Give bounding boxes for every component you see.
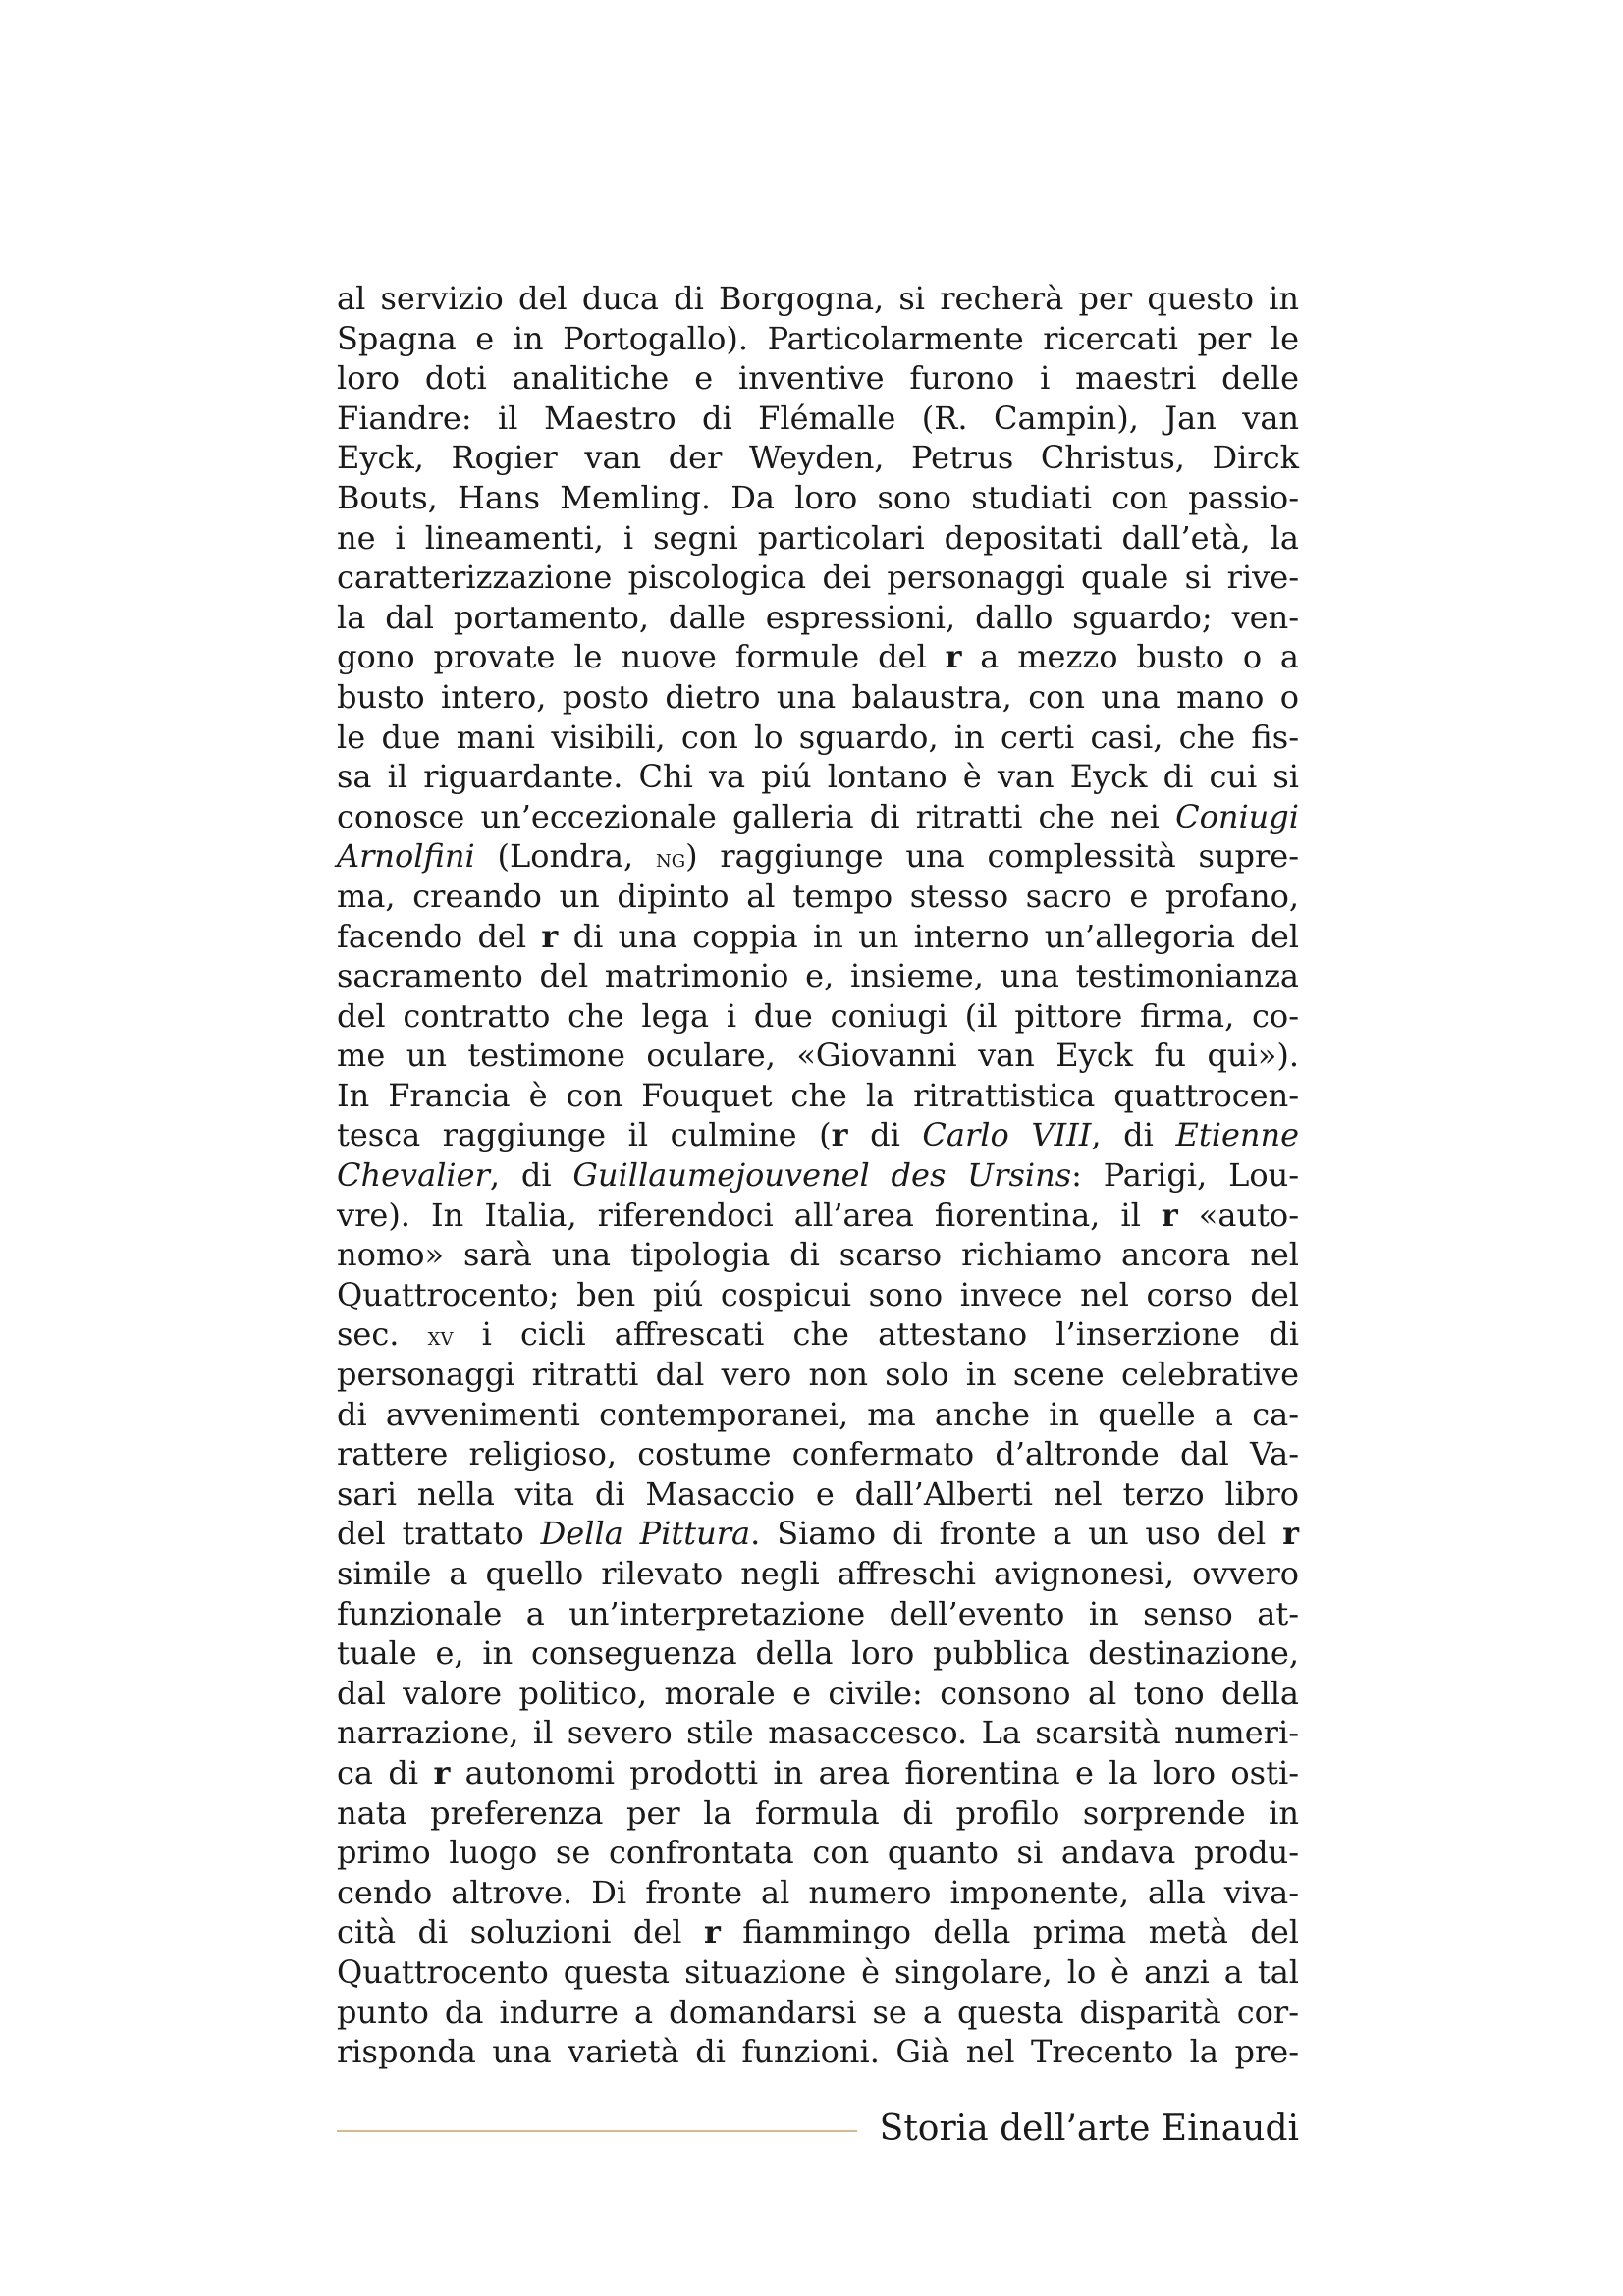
text-line — [337, 1155, 1299, 1196]
text-line — [337, 1833, 1299, 1873]
text-line — [337, 598, 1299, 638]
text-segment: rattere religioso, costume confermato d’altronde dal Va- — [337, 1435, 1299, 1473]
text-line — [337, 956, 1299, 996]
footer-rule — [337, 2130, 857, 2132]
text-segment: Bouts, Hans Memling. Da loro sono studiati con passio- — [337, 478, 1299, 516]
text-segment: del trattato — [337, 1515, 541, 1553]
text-segment: (Londra, — [474, 837, 656, 876]
text-segment: gono provate le nuove formule del — [337, 638, 946, 676]
text-line — [337, 2032, 1299, 2072]
text-line — [337, 1115, 1299, 1155]
text-line — [337, 1514, 1299, 1554]
text-line — [337, 1873, 1299, 1913]
text-segment: «auto- — [1177, 1196, 1299, 1234]
text-segment: ca di — [337, 1753, 434, 1791]
smallcaps-abbrev: xv — [427, 1322, 454, 1353]
text-segment: tesca raggiunge il culmine ( — [337, 1116, 832, 1154]
bold-abbrev: r — [1282, 1515, 1300, 1553]
text-segment: narrazione, il severo stile masaccesco. La scarsità numeri- — [337, 1714, 1299, 1752]
bold-abbrev: r — [831, 1116, 848, 1154]
text-line — [337, 478, 1299, 518]
body-text — [337, 279, 1299, 2072]
text-segment: Spagna e in Portogallo). Particolarmente ricercati per le — [337, 319, 1299, 357]
text-segment: , di — [489, 1156, 573, 1195]
bold-abbrev: r — [945, 638, 962, 676]
text-segment: caratterizzazione piscologica dei personaggi quale si rive- — [337, 559, 1299, 597]
text-line — [337, 1355, 1299, 1395]
page-footer — [337, 2105, 1299, 2154]
text-segment: facendo del — [337, 917, 542, 955]
text-segment: del contratto che lega i due coniugi (il pittore firma, co- — [337, 996, 1299, 1035]
text-segment: autonomi prodotti in area fiorentina e la loro osti- — [450, 1753, 1300, 1791]
text-line — [337, 518, 1299, 559]
italic-title: Della Pittura — [540, 1515, 751, 1553]
text-segment: simile a quello rilevato negli affreschi avignonesi, ovvero — [337, 1555, 1299, 1592]
text-segment: . Siamo di fronte a un uso del — [750, 1515, 1283, 1553]
text-line — [337, 1633, 1299, 1674]
text-line — [337, 279, 1299, 319]
text-segment: di — [847, 1116, 923, 1154]
text-line — [337, 1474, 1299, 1515]
text-line — [337, 877, 1299, 917]
text-segment: ma, creando un dipinto al tempo stesso sacro e profano, — [337, 877, 1299, 915]
text-segment: Fiandre: il Maestro di Flémalle (R. Campin), Jan van — [337, 399, 1299, 437]
text-segment: funzionale a un’interpretazione dell’evento in senso at- — [337, 1594, 1299, 1632]
text-line — [337, 1235, 1299, 1275]
text-line — [337, 718, 1299, 758]
text-line — [337, 996, 1299, 1037]
text-segment: ne i lineamenti, i segni particolari depositati dall’età, la — [337, 518, 1299, 557]
text-line — [337, 1314, 1299, 1355]
footer-title: Storia dell’arte Einaudi — [879, 2109, 1299, 2149]
italic-title: Coniugi — [1175, 797, 1299, 835]
text-segment: tuale e, in conseguenza della loro pubblica destinazione, — [337, 1634, 1299, 1673]
text-line — [337, 1912, 1299, 1952]
text-segment: cendo altrove. Di fronte al numero imponente, alla viva- — [337, 1873, 1299, 1911]
text-line — [337, 358, 1299, 399]
text-line — [337, 1076, 1299, 1116]
text-line — [337, 1674, 1299, 1714]
text-segment: , di — [1091, 1116, 1176, 1154]
italic-title: Carlo VIII — [922, 1116, 1092, 1154]
text-segment: In Francia è con Fouquet che la ritrattistica quattrocen- — [337, 1076, 1299, 1114]
text-segment: punto da indurre a domandarsi se a questa disparità cor- — [337, 1993, 1299, 2031]
text-line — [337, 558, 1299, 598]
text-line — [337, 917, 1299, 957]
text-segment: la dal portamento, dalle espressioni, dallo sguardo; ven- — [337, 598, 1299, 636]
text-segment: sari nella vita di Masaccio e dall’Alberti nel terzo libro — [337, 1474, 1299, 1513]
italic-title: Etienne — [1175, 1116, 1300, 1154]
bold-abbrev: r — [541, 917, 559, 955]
text-line — [337, 637, 1299, 677]
text-line — [337, 1395, 1299, 1435]
text-line — [337, 438, 1299, 478]
text-segment: fiammingo della prima metà del — [720, 1913, 1300, 1951]
text-line — [337, 1793, 1299, 1834]
text-segment: me un testimone oculare, «Giovanni van Eyck fu qui»). — [337, 1037, 1299, 1075]
text-line — [337, 399, 1299, 439]
text-segment: : Parigi, Lou- — [1071, 1156, 1300, 1195]
text-line — [337, 757, 1299, 797]
text-line — [337, 1993, 1299, 2033]
bold-abbrev: r — [1161, 1196, 1178, 1234]
italic-title: Chevalier — [337, 1156, 490, 1195]
text-segment: primo luogo se confrontata con quanto si andava produ- — [337, 1834, 1299, 1872]
text-segment: Quattrocento; ben piú cospicui sono invece nel corso del — [337, 1275, 1299, 1313]
bold-abbrev: r — [703, 1913, 721, 1951]
text-line — [337, 1594, 1299, 1634]
bold-abbrev: r — [433, 1753, 451, 1791]
text-segment: al servizio del duca di Borgogna, si recherà per questo in — [337, 280, 1299, 317]
text-segment: risponda una varietà di funzioni. Già nel Trecento la pre- — [337, 2033, 1299, 2071]
text-line — [337, 797, 1299, 837]
text-segment: nata preferenza per la formula di profilo sorprende in — [337, 1793, 1299, 1832]
text-segment: i cicli affrescati che attestano l’inserzione di — [453, 1315, 1300, 1354]
smallcaps-abbrev: ng — [655, 844, 686, 875]
text-line — [337, 1554, 1299, 1594]
text-segment: conosce un’eccezionale galleria di ritratti che nei — [337, 797, 1176, 835]
text-line — [337, 836, 1299, 877]
text-segment: Quattrocento questa situazione è singolare, lo è anzi a tal — [337, 1952, 1299, 1991]
text-segment: di avvenimenti contemporanei, ma anche in quelle a ca- — [337, 1395, 1299, 1433]
text-segment: ) raggiunge una complessità supre- — [685, 837, 1300, 876]
text-line — [337, 1434, 1299, 1474]
text-segment: Eyck, Rogier van der Weyden, Petrus Christus, Dirck — [337, 439, 1299, 477]
text-line — [337, 1036, 1299, 1076]
text-segment: loro doti analitiche e inventive furono i maestri delle — [337, 359, 1299, 398]
text-segment: dal valore politico, morale e civile: consono al tono della — [337, 1674, 1299, 1712]
text-segment: le due mani visibili, con lo sguardo, in certi casi, che fis- — [337, 718, 1299, 756]
text-line — [337, 1275, 1299, 1315]
text-segment: cità di soluzioni del — [337, 1913, 704, 1951]
text-segment: nomo» sarà una tipologia di scarso richiamo ancora nel — [337, 1236, 1299, 1274]
text-segment: personaggi ritratti dal vero non solo in scene celebrative — [337, 1356, 1299, 1394]
text-line — [337, 677, 1299, 718]
text-segment: di una coppia in un interno un’allegoria del — [558, 917, 1300, 955]
text-line — [337, 319, 1299, 359]
text-line — [337, 1753, 1299, 1793]
text-segment: vre). In Italia, riferendoci all’area fiorentina, il — [337, 1196, 1162, 1234]
text-segment: sacramento del matrimonio e, insieme, una testimonianza — [337, 957, 1299, 995]
text-segment: sec. — [337, 1315, 428, 1354]
text-line — [337, 1952, 1299, 1993]
text-segment: sa il riguardante. Chi va piú lontano è van Eyck di cui si — [337, 758, 1299, 796]
text-segment: a mezzo busto o a — [961, 638, 1300, 676]
italic-title: Guillaumejouvenel des Ursins — [572, 1156, 1072, 1195]
italic-title: Arnolfini — [337, 837, 475, 876]
text-line — [337, 1196, 1299, 1236]
text-line — [337, 1713, 1299, 1753]
text-segment: busto intero, posto dietro una balaustra, con una mano o — [337, 677, 1299, 716]
